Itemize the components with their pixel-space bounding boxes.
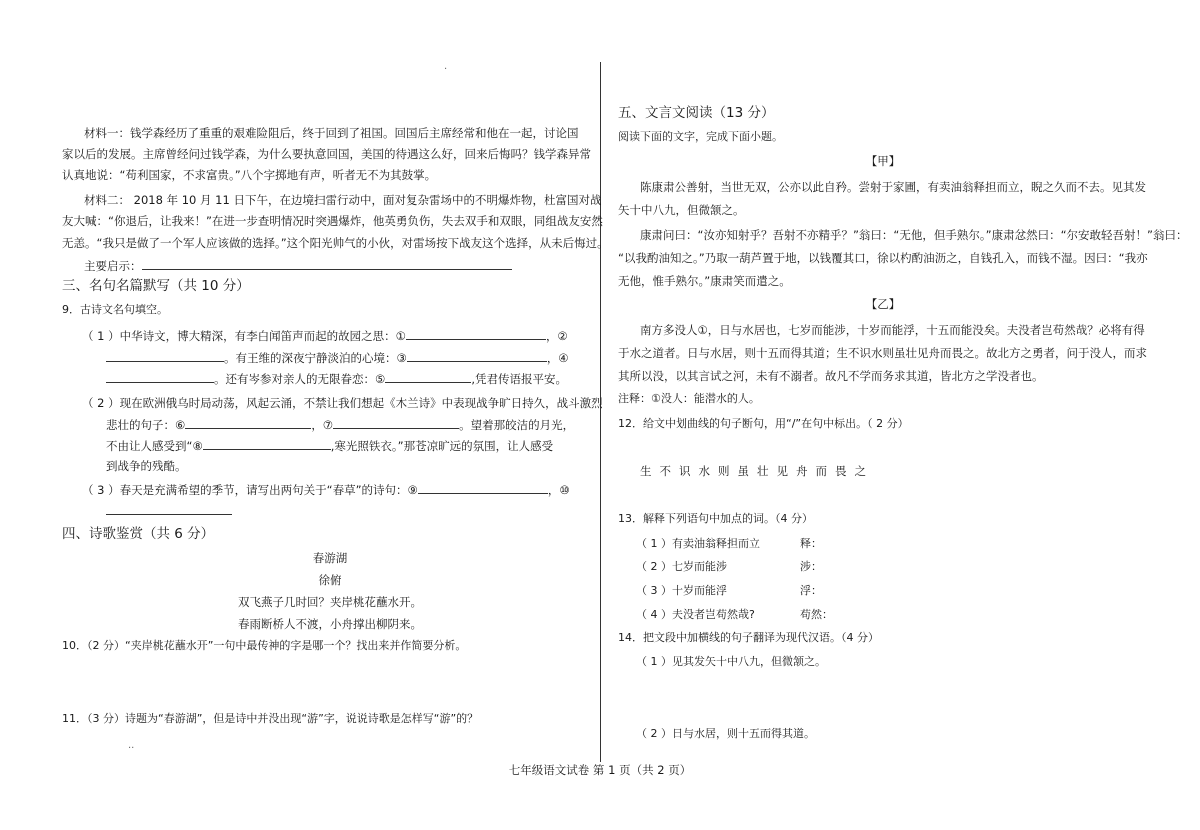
- q13-4-answer[interactable]: 苟然：: [800, 608, 833, 621]
- q9-1-line-1: （ 1 ）中华诗文，博大精深，有李白闻笛声而起的故园之思：① ，②: [82, 329, 568, 343]
- section-4-title: 四、诗歌鉴赏（共 6 分）: [62, 526, 215, 542]
- annotation-note: 注释：①没人：能潜水的人。: [618, 392, 760, 405]
- blank-2[interactable]: [106, 350, 224, 362]
- material-1-line-2: 家以后的发展。主席曾经问过钱学森，为什么要执意回国，美国的待遇这么好，回来后悔吗？钱学森异常: [62, 147, 591, 161]
- material-2-line-2: 友大喊：“你退后，让我来！”在进一步查明情况时突遇爆炸，他英勇负伤，失去双手和双眼，同组战友安然: [62, 214, 603, 228]
- q13-1: （ 1 ）有卖油翁释担而立: [636, 537, 760, 550]
- material-2-line-1: 材料二： 2018 年 10 月 11 日下午，在边境扫雷行动中，面对复杂雷场中的不明爆炸物，杜富国对战: [84, 193, 602, 207]
- blank-8[interactable]: [203, 438, 331, 450]
- page-footer: 七年级语文试卷 第 1 页（共 2 页）: [508, 763, 692, 777]
- q10-prompt: 10．（2 分）“夹岸桃花蘸水开”一句中最传神的字是哪一个？找出来并作简要分析。: [62, 639, 467, 652]
- poem-line-1: 双飞燕子几时回？夹岸桃花蘸水开。: [238, 595, 422, 609]
- jia-p2-line-1: 康肃问曰：“汝亦知射乎？吾射不亦精乎？”翁曰：“无他，但手熟尔。”康肃忿然曰：“尔安敢轻吾射！”翁曰：: [640, 228, 1188, 242]
- q9-3-line-2: [106, 503, 232, 518]
- blank-5[interactable]: [385, 371, 471, 383]
- blank-9[interactable]: [418, 482, 548, 494]
- column-divider: [600, 62, 601, 762]
- q13-1-answer[interactable]: 释：: [800, 537, 822, 550]
- q12-prompt: 12．给文中划曲线的句子断句，用“/”在句中标出。（ 2 分）: [618, 417, 909, 430]
- section-3-title: 三、名句名篇默写（共 10 分）: [62, 278, 250, 294]
- material-1-line-1: 材料一：钱学森经历了重重的艰难险阻后，终于回到了祖国。回国后主席经常和他在一起，讨论国: [84, 126, 579, 140]
- q13-3: （ 3 ）十岁而能浮: [636, 584, 727, 597]
- q14-1: （ 1 ）见其发矢十中八九，但微颔之。: [636, 655, 826, 668]
- material-2-line-3: 无恙。“我只是做了一个军人应该做的选择。”这个阳光帅气的小伙，对雷场按下战友这个选择，从未后悔过。: [62, 236, 609, 250]
- section-5-title: 五、文言文阅读（13 分）: [618, 105, 775, 121]
- decorative-dot: ·: [444, 64, 448, 75]
- q13-prompt: 13．解释下列语句中加点的词。（4 分）: [618, 512, 813, 525]
- material-1-line-3: 认真地说：“苟利国家，不求富贵。”八个字掷地有声，听者无不为其鼓掌。: [62, 168, 437, 182]
- jia-p1-line-2: 矢十中八九，但微颔之。: [618, 203, 745, 217]
- yi-line-3: 其所以没，以其言试之河，未有不溺者。故凡不学而务求其道，皆北方之学没者也。: [618, 369, 1044, 383]
- q12-sentence[interactable]: 生不识水则虽壮见舟而畏之: [640, 464, 874, 478]
- jia-p2-line-2: “以我酌油知之。”乃取一葫芦置于地，以钱覆其口，徐以杓酌油沥之，自钱孔入，而钱不湿。因曰：“我亦: [618, 251, 1148, 265]
- passage-yi-label: 【乙】: [865, 297, 901, 311]
- jia-p2-line-3: 无他，惟手熟尔。”康肃笑而遣之。: [618, 274, 791, 288]
- q9-1-line-2: 。有王维的深夜宁静淡泊的心境：③ ，④: [106, 350, 569, 365]
- jia-p1-line-1: 陈康肃公善射，当世无双，公亦以此自矜。尝射于家圃，有卖油翁释担而立，睨之久而不去。见其发: [640, 180, 1146, 194]
- poem-author: 徐俯: [318, 573, 342, 587]
- blank-10[interactable]: [106, 503, 232, 515]
- decorative-dot: ··: [128, 743, 135, 754]
- theme-label: 主要启示：: [84, 259, 142, 273]
- q9-2-line-3: 不由让人感受到“⑧ ,寒光照铁衣。”那苍凉旷远的氛围，让人感受: [106, 439, 554, 453]
- reading-intro: 阅读下面的文字，完成下面小题。: [618, 130, 783, 143]
- q13-2-answer[interactable]: 涉：: [800, 560, 822, 573]
- poem-line-2: 春雨断桥人不渡，小舟撑出柳阴来。: [238, 617, 422, 631]
- blank-3[interactable]: [407, 350, 547, 362]
- passage-jia-label: 【甲】: [865, 154, 901, 168]
- q13-2: （ 2 ）七岁而能涉: [636, 560, 727, 573]
- yi-line-1: 南方多没人①，日与水居也，七岁而能涉，十岁而能浮，十五而能没矣。夫没者岂苟然哉？必将有得: [640, 323, 1145, 337]
- q14-2: （ 2 ）日与水居，则十五而得其道。: [636, 727, 815, 740]
- q9-3-line-1: （ 3 ）春天是充满希望的季节，请写出两句关于“春草”的诗句：⑨ ，⑩: [82, 483, 570, 497]
- blank-6[interactable]: [185, 417, 311, 429]
- blank-1[interactable]: [406, 328, 546, 340]
- poem-title: 春游湖: [312, 551, 348, 565]
- q9-2-line-4: 到战争的残酷。: [106, 459, 187, 473]
- q9-2-line-1: （ 2 ）现在欧洲俄乌时局动荡，风起云涌，不禁让我们想起《木兰诗》中表现战争旷日持久，战斗激烈: [82, 396, 603, 410]
- q9-2-line-2: 悲壮的句子：⑥ ，⑦ 。望着那皎洁的月光，: [106, 418, 575, 432]
- q14-prompt: 14．把文段中加横线的句子翻译为现代汉语。（4 分）: [618, 631, 879, 644]
- blank-4[interactable]: [106, 371, 214, 383]
- q11-prompt: 11．（3 分）诗题为“春游湖”，但是诗中并没出现“游”字，说说诗歌是怎样写“游”的？: [62, 712, 479, 725]
- yi-line-2: 于水之道者。日与水居，则十五而得其道；生不识水则虽壮见舟而畏之。故北方之勇者，问于没人，而求: [618, 346, 1147, 360]
- theme-answer-line[interactable]: [142, 258, 512, 270]
- q13-3-answer[interactable]: 浮：: [800, 584, 822, 597]
- q13-4: （ 4 ）夫没者岂苟然哉?: [636, 608, 755, 621]
- blank-7[interactable]: [333, 417, 459, 429]
- theme-answer-row: [84, 258, 512, 273]
- q9-1-line-3: 。还有岑参对亲人的无限眷恋：⑤ ,凭君传语报平安。: [106, 371, 567, 386]
- q9-prompt: 9．古诗文名句填空。: [62, 303, 168, 316]
